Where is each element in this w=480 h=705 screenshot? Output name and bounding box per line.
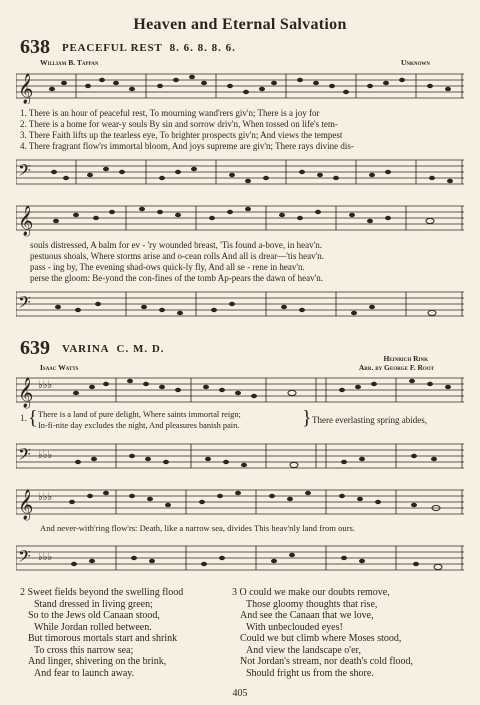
svg-text:𝄢: 𝄢 [18,446,31,468]
verse-line-638-6: pestuous shoals, Where storms arise and o-cean rolls And all is drear—'tis heav'n. [30,251,325,261]
hymn-name: PEACEFUL REST [62,42,163,54]
stanza-line: With unbeclouded eyes! [246,621,343,633]
brace: { [28,407,38,429]
verse-line-638-3: 3. There Faith lifts up the tearless eye, To brighter prospects giv'n; And views the tempest [20,130,343,140]
hymn-title-638 [62,42,236,54]
svg-text:♭♭♭: ♭♭♭ [38,552,53,563]
hymn-name: VARINA [62,343,110,355]
hymn-639-composer: Heinrich Rink [383,354,428,363]
hymn-title-639 [62,343,165,355]
music-staff-638-1-treble [16,66,464,104]
brace: } [302,407,312,429]
music-staff-638-2-treble [16,196,464,238]
svg-text:♭♭♭: ♭♭♭ [38,450,53,461]
music-staff-639-1-bass [16,436,464,476]
hymn-meter: C. M. D. [116,343,165,355]
svg-text:𝄢: 𝄢 [18,294,31,316]
stanza-line: To cross this narrow sea; [34,644,134,656]
stanza-line: Could we but climb where Moses stood, [240,633,402,644]
stanza-line: And linger, shivering on the brink, [28,656,167,667]
verse-line-639-1c: There everlasting spring abides, [312,415,427,425]
verse-line-639-1b: In-fi-nite day excludes the night, And pleasures banish pain. [38,421,240,430]
hymn-meter: 8. 6. 8. 8. 6. [169,42,236,54]
verse-line-638-7: pass - ing by, The evening shad-ows quick-ly fly, And all se - rene in heav'n. [30,262,305,272]
stanza-line: But timorous mortals start and shrink [28,633,178,644]
stanza-line: And view the landscape o'er, [246,644,361,656]
stanza-line: Not Jordan's stream, nor death's cold flood, [240,656,414,667]
stanza-line: And see the Canaan that we love, [240,610,374,621]
verse-line-638-4: 4. There fragrant flow'rs immortal bloom, And joys supreme are giv'n; There rays divine dis- [20,141,354,151]
stanza-line: So to the Jews old Canaan stood, [28,610,160,621]
verse-line-638-5: souls distressed, A balm for ev - 'ry wounded breast, 'Tis found a-bove, in heav'n. [30,240,322,250]
stanza-line: 2 Sweet fields beyond the swelling flood [20,587,184,598]
stanza-line: Those gloomy thoughts that rise, [246,598,378,610]
svg-text:𝄞: 𝄞 [18,490,34,519]
verse-line-639-1a: There is a land of pure delight, Where saints immortal reign; [38,410,241,419]
stanza-line: 3 O could we make our doubts remove, [232,587,390,598]
verse-line-638-8: perse the gloom: Be-yond the con-fines of the tomb Ap-pears the dawn of heav'n. [30,273,324,283]
stanza-2 [20,587,245,679]
svg-text:♭♭♭: ♭♭♭ [38,492,53,503]
music-staff-638-2-bass [16,284,464,324]
hymn-639-arranger: Arr. by George F. Root [358,363,434,372]
stanza-line: And fear to launch away. [34,667,135,679]
svg-text:𝄞: 𝄞 [18,378,34,407]
svg-text:𝄢: 𝄢 [18,548,31,570]
hymn-638-composer: William B. Tappan [40,58,99,67]
verse-line-638-2: 2. There is a home for wear-y souls By sin and sorrow driv'n, When tossed on life's tem- [20,119,338,129]
page-number: 405 [232,688,248,699]
verse-line-638-1: 1. There is an hour of peaceful rest, To mourning wand'rers giv'n; There is a joy for [20,108,320,118]
stanza-line: Should fright us from the shore. [246,667,374,679]
svg-text:𝄞: 𝄞 [18,74,34,103]
music-staff-638-1-bass [16,152,464,190]
verse-line-639-1d: And never-with'ring flow'rs: Death, like a narrow sea, divides This heav'nly land from ours. [40,523,356,533]
hymn-number-639: 639 [20,337,50,359]
verse-number-639: 1. [20,413,27,423]
hymn-639-author: Isaac Watts [40,363,79,372]
svg-text:♭♭♭: ♭♭♭ [38,380,53,391]
svg-text:𝄢: 𝄢 [18,162,31,184]
svg-text:𝄞: 𝄞 [18,206,34,235]
section-title: Heaven and Eternal Salvation [133,16,347,33]
hymn-638-author: Unknown [400,58,430,67]
stanza-line: While Jordan rolled between. [34,621,152,633]
stanza-3 [232,587,472,679]
music-staff-639-2-bass [16,536,464,578]
stanza-line: Stand dressed in living green; [34,598,153,610]
hymn-number-638: 638 [20,36,50,58]
music-staff-639-2-treble [16,480,464,522]
music-staff-639-1-treble [16,370,464,410]
